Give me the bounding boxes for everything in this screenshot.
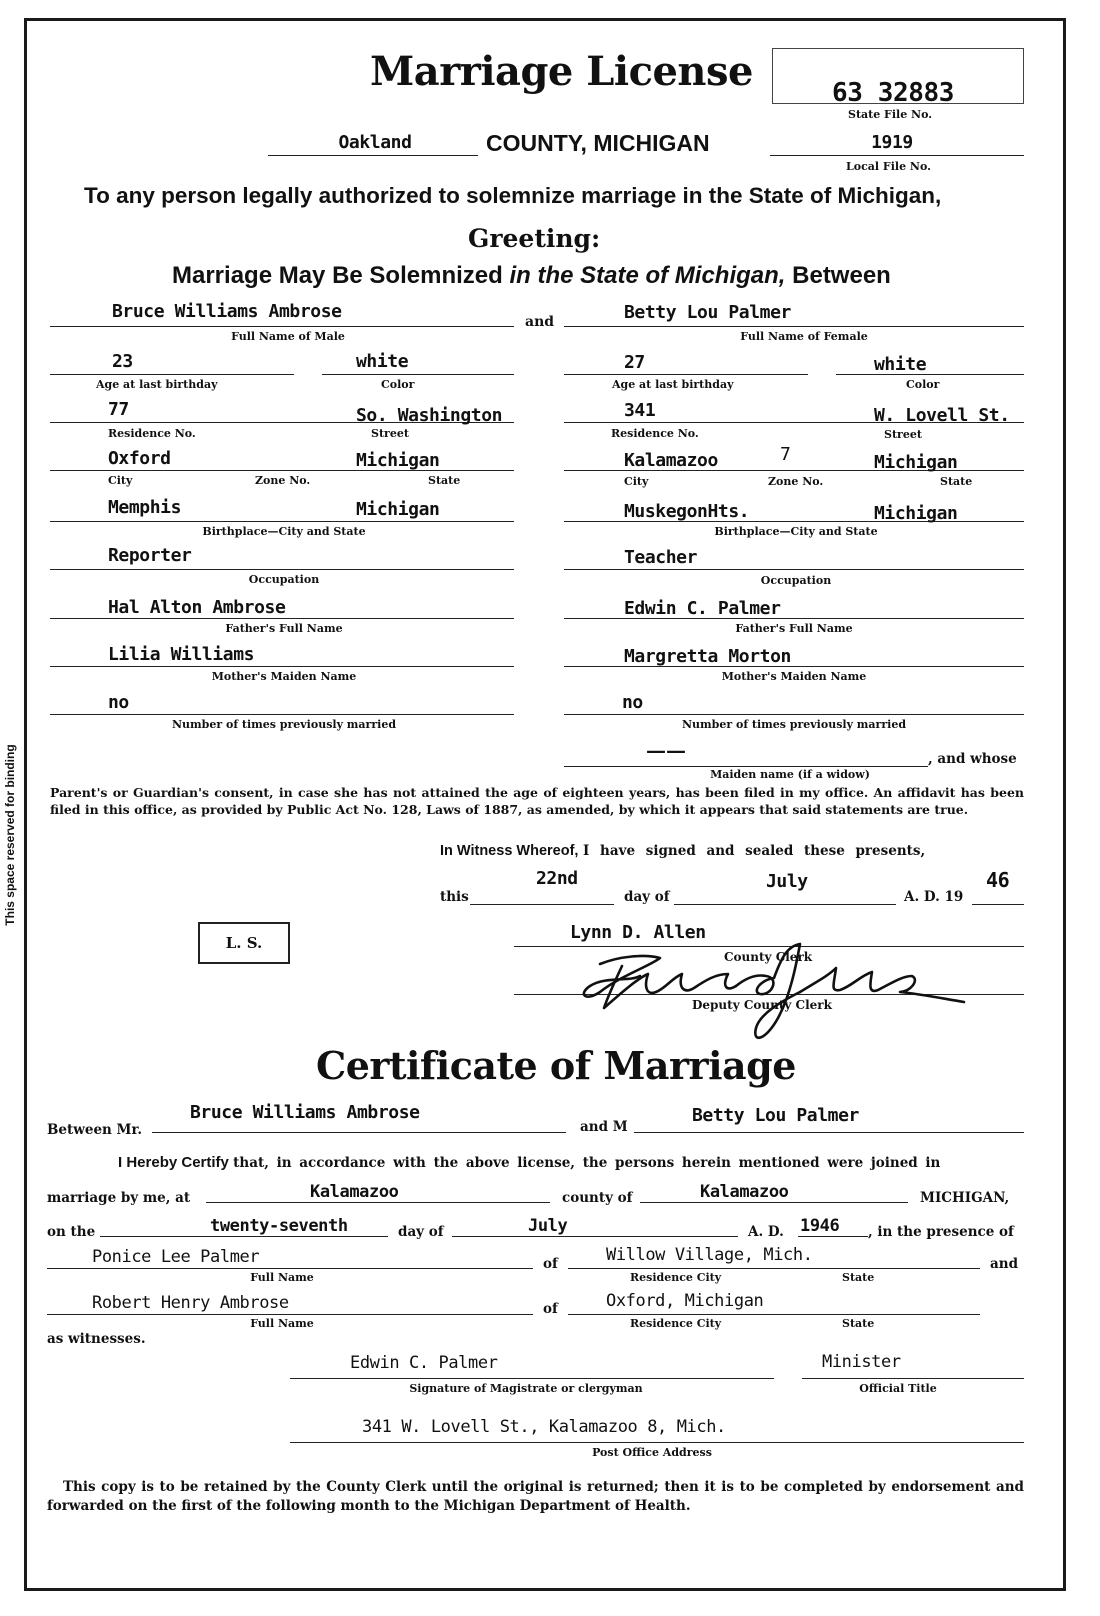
witness-1-name-label: Full Name [250, 1271, 314, 1284]
male-full-name: Bruce Williams Ambrose [112, 301, 342, 322]
day-of-label: day of [624, 889, 670, 905]
local-file-label: Local File No. [846, 160, 931, 173]
male-birth-city: Memphis [108, 497, 182, 518]
clerk-name: Lynn D. Allen [570, 922, 706, 943]
seal-box: L. S. [198, 922, 290, 964]
male-age-label: Age at last birthday [96, 378, 218, 391]
female-city-label: City [624, 475, 649, 488]
female-residence-label: Residence No. [611, 427, 699, 440]
deputy-clerk-signature [560, 936, 980, 1046]
female-times-label: Number of times previously married [681, 718, 907, 731]
certificate-title: Certificate of Marriage [316, 1043, 796, 1088]
witness-2-state-label: State [842, 1317, 875, 1330]
male-residence-label: Residence No. [108, 427, 196, 440]
male-street: So. Washington [356, 405, 503, 426]
male-state: Michigan [356, 450, 440, 471]
presence-label: , in the presence of [868, 1224, 1014, 1240]
female-occupation-label: Occupation [760, 574, 832, 587]
local-file-number: 1919 [871, 132, 913, 153]
male-birth-state: Michigan [356, 499, 440, 520]
footer-note: This copy is to be retained by the County Clerk until the original is returned; then it is to be completed by endorsement and forwarded on the first of the following month to the Michigan Department of Health. [47, 1479, 1024, 1514]
widow-name: —— [646, 738, 686, 762]
license-day: 22nd [536, 868, 578, 889]
state-file-label: State File No. [848, 108, 933, 121]
male-street-label: Street [371, 427, 409, 440]
widow-label: Maiden name (if a widow) [710, 768, 870, 781]
magistrate-name: Edwin C. Palmer [350, 1353, 498, 1373]
female-city: Kalamazoo [624, 450, 718, 471]
marriage-month: July [528, 1216, 568, 1236]
witness-1-of-label: of [543, 1256, 558, 1272]
female-birth-city: MuskegonHts. [624, 501, 750, 522]
female-full-name: Betty Lou Palmer [624, 302, 791, 323]
witness-1-res-label: Residence City [630, 1271, 722, 1284]
female-father: Edwin C. Palmer [624, 598, 781, 619]
female-father-label: Father's Full Name [735, 622, 853, 635]
and-connector: and [525, 314, 555, 330]
male-color: white [356, 351, 409, 372]
female-mother: Margretta Morton [624, 646, 791, 667]
ad-19-label: A. D. 19 [904, 889, 964, 905]
witness-2-res-label: Residence City [630, 1317, 722, 1330]
female-birthplace-label: Birthplace—City and State [714, 525, 878, 538]
county-name: Oakland [338, 132, 412, 153]
female-zone-label: Zone No. [768, 475, 824, 488]
marriage-by-label: marriage by me, at [47, 1190, 191, 1206]
bride-name: Betty Lou Palmer [692, 1105, 859, 1126]
post-office-address: 341 W. Lovell St., Kalamazoo 8, Mich. [362, 1417, 726, 1437]
witness-1-residence: Willow Village, Mich. [606, 1245, 813, 1265]
binding-note: This space reserved for binding [3, 744, 17, 926]
license-subtitle: Marriage May Be Solemnized in the State of Michigan, Between [172, 262, 891, 289]
female-age: 27 [624, 352, 645, 373]
male-city-label: City [108, 474, 133, 487]
marriage-year: 1946 [800, 1216, 840, 1236]
female-street: W. Lovell St. [874, 405, 1010, 426]
male-father-label: Father's Full Name [225, 622, 343, 635]
license-year: 46 [986, 868, 1010, 892]
consent-paragraph: Parent's or Guardian's consent, in case she has not attained the age of eighteen years, has been filed in my office. An affidavit has been filed in this office, as provided by Public Act No. 128, Laws of 1887, as amended, by which it appears that said statements are true. [50, 785, 1024, 817]
female-age-label: Age at last birthday [612, 378, 734, 391]
between-mr-label: Between Mr. [47, 1122, 143, 1138]
witness-2-of-label: of [543, 1301, 558, 1317]
male-times-married: no [108, 692, 129, 713]
address-line: To any person legally authorized to solemnize marriage in the State of Michigan, [84, 183, 942, 208]
county-clerk-label: County Clerk [724, 950, 813, 964]
female-times-married: no [622, 692, 643, 713]
marriage-place: Kalamazoo [310, 1182, 399, 1202]
female-color-label: Color [906, 378, 940, 391]
male-father: Hal Alton Ambrose [108, 597, 286, 618]
magistrate-label: Signature of Magistrate or clergyman [409, 1382, 643, 1395]
male-birthplace-label: Birthplace—City and State [202, 525, 366, 538]
male-city: Oxford [108, 448, 171, 469]
male-mother-label: Mother's Maiden Name [211, 670, 357, 683]
male-zone-label: Zone No. [255, 474, 311, 487]
and-whose: , and whose [928, 751, 1017, 767]
official-title: Minister [822, 1352, 901, 1372]
female-birth-state: Michigan [874, 503, 958, 524]
female-mother-label: Mother's Maiden Name [721, 670, 867, 683]
male-occupation-label: Occupation [248, 573, 320, 586]
license-title: Marriage License [370, 48, 753, 95]
witness-1-state-label: State [842, 1271, 875, 1284]
cert-ad-label: A. D. [748, 1224, 784, 1240]
and-m-label: and M [580, 1119, 628, 1135]
female-state-label: State [940, 475, 973, 488]
post-office-label: Post Office Address [592, 1446, 712, 1459]
marriage-day: twenty-seventh [210, 1216, 348, 1236]
male-times-label: Number of times previously married [171, 718, 397, 731]
male-age: 23 [112, 351, 133, 372]
female-state: Michigan [874, 452, 958, 473]
michigan-label: MICHIGAN, [920, 1190, 1010, 1206]
on-the-label: on the [47, 1224, 96, 1240]
this-label: this [440, 889, 469, 905]
male-occupation: Reporter [108, 545, 192, 566]
female-occupation: Teacher [624, 547, 698, 568]
deputy-clerk-label: Deputy County Clerk [692, 998, 832, 1012]
witness-2-name-label: Full Name [250, 1317, 314, 1330]
female-residence-no: 341 [624, 400, 656, 421]
male-state-label: State [428, 474, 461, 487]
female-zone: 7 [780, 444, 791, 465]
witness-and-label: and [990, 1256, 1019, 1272]
groom-name: Bruce Williams Ambrose [190, 1102, 420, 1123]
female-color: white [874, 354, 927, 375]
county-of-label: county of [562, 1190, 633, 1206]
witness-2-residence: Oxford, Michigan [606, 1291, 764, 1311]
witness-2-name: Robert Henry Ambrose [92, 1293, 289, 1313]
marriage-county: Kalamazoo [700, 1182, 789, 1202]
male-full-name-label: Full Name of Male [231, 330, 345, 343]
female-street-label: Street [884, 428, 922, 441]
certify-statement: I Hereby Certify that, in accordance with the above license, the persons herein mentioned were joined in [118, 1154, 941, 1171]
as-witnesses-label: as witnesses. [47, 1331, 146, 1347]
male-color-label: Color [381, 378, 415, 391]
cert-day-of-label: day of [398, 1224, 444, 1240]
witness-1-name: Ponice Lee Palmer [92, 1247, 260, 1267]
license-month: July [766, 871, 808, 892]
male-residence-no: 77 [108, 399, 129, 420]
official-title-label: Official Title [859, 1382, 937, 1395]
state-file-number: 63 32883 [832, 78, 955, 108]
female-full-name-label: Full Name of Female [740, 330, 868, 343]
greeting: Greeting: [468, 224, 601, 253]
witness-statement: In Witness Whereof, I have signed and sealed these presents, [440, 843, 926, 859]
male-mother: Lilia Williams [108, 644, 255, 665]
county-label: COUNTY, MICHIGAN [486, 130, 710, 156]
